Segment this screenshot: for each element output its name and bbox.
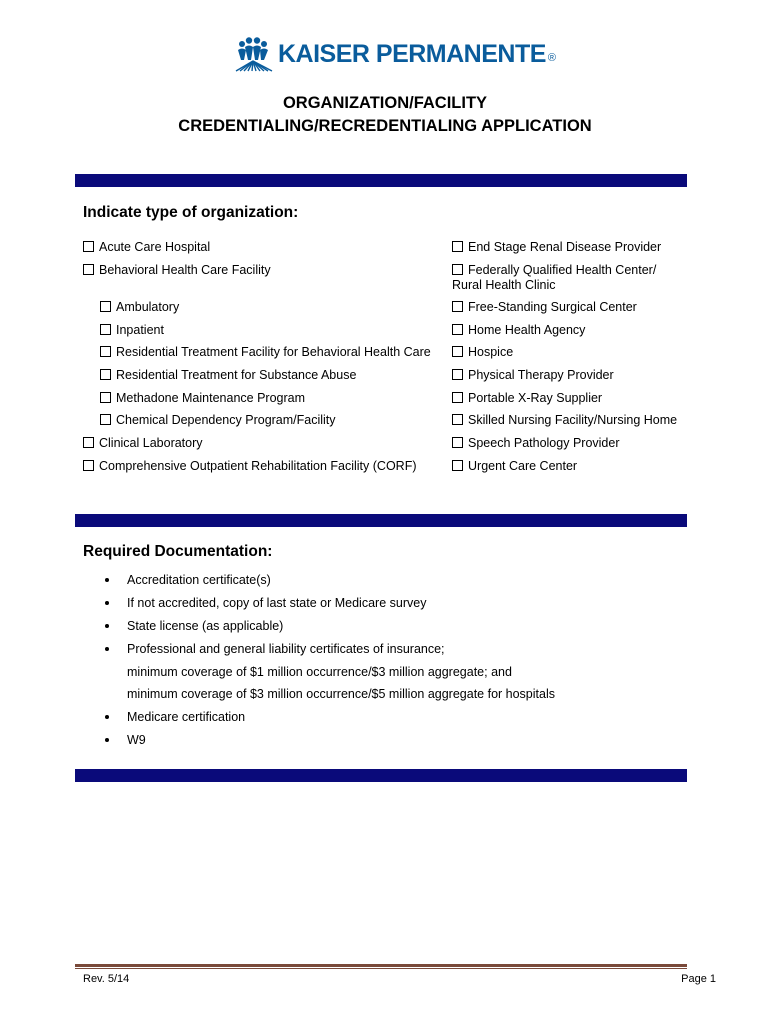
option-corf[interactable]: Comprehensive Outpatient Rehabilitation Facility (CORF) <box>83 458 417 474</box>
checkbox[interactable] <box>452 324 463 335</box>
option-physical-therapy[interactable]: Physical Therapy Provider <box>452 367 614 383</box>
footer-rule <box>75 964 687 967</box>
checkbox[interactable] <box>452 369 463 380</box>
list-item-continuation: minimum coverage of $1 million occurrence/$3 million aggregate; and <box>127 665 512 679</box>
checkbox[interactable] <box>100 301 111 312</box>
list-item: Medicare certification <box>127 709 245 725</box>
checkbox[interactable] <box>83 264 94 275</box>
option-residential-substance[interactable]: Residential Treatment for Substance Abuse <box>100 367 356 383</box>
option-xray[interactable]: Portable X-Ray Supplier <box>452 390 602 406</box>
list-item-continuation: minimum coverage of $3 million occurrence/$5 million aggregate for hospitals <box>127 687 555 701</box>
option-urgent-care[interactable]: Urgent Care Center <box>452 458 577 474</box>
option-clinical-laboratory[interactable]: Clinical Laboratory <box>83 435 203 451</box>
page-number: Page 1 <box>681 973 716 985</box>
option-methadone[interactable]: Methadone Maintenance Program <box>100 390 305 406</box>
checkbox[interactable] <box>452 392 463 403</box>
checkbox[interactable] <box>452 460 463 471</box>
option-esrd[interactable]: End Stage Renal Disease Provider <box>452 239 661 255</box>
option-inpatient[interactable]: Inpatient <box>100 322 164 338</box>
checkbox[interactable] <box>100 392 111 403</box>
section-divider-bar <box>75 174 687 187</box>
option-fqhc-line2: Rural Health Clinic <box>452 278 556 292</box>
list-item: Accreditation certificate(s) <box>127 572 271 588</box>
checkbox[interactable] <box>452 414 463 425</box>
checkbox[interactable] <box>100 369 111 380</box>
list-item: If not accredited, copy of last state or Medicare survey <box>127 595 426 611</box>
option-ambulatory[interactable]: Ambulatory <box>100 299 179 315</box>
list-item: W9 <box>127 732 146 748</box>
footer-rule-thin <box>75 968 687 969</box>
kp-people-icon <box>234 36 274 72</box>
option-acute-care-hospital[interactable]: Acute Care Hospital <box>83 239 210 255</box>
option-hospice[interactable]: Hospice <box>452 344 513 360</box>
required-docs-heading: Required Documentation: <box>83 543 273 560</box>
org-type-heading: Indicate type of organization: <box>83 204 299 221</box>
title-line-1: ORGANIZATION/FACILITY <box>282 94 488 112</box>
bullet <box>105 624 109 628</box>
checkbox[interactable] <box>452 437 463 448</box>
option-behavioral-health[interactable]: Behavioral Health Care Facility <box>83 262 271 278</box>
revision-label: Rev. 5/14 <box>83 973 130 985</box>
title-line-2: CREDENTIALING/RECREDENTIALING APPLICATION <box>178 117 592 135</box>
bullet <box>105 647 109 651</box>
option-residential-behavioral[interactable]: Residential Treatment Facility for Behavioral Health Care <box>100 344 431 360</box>
bullet <box>105 601 109 605</box>
checkbox[interactable] <box>452 301 463 312</box>
document-title <box>0 92 770 138</box>
checkbox[interactable] <box>100 414 111 425</box>
checkbox[interactable] <box>83 460 94 471</box>
checkbox[interactable] <box>100 346 111 357</box>
checkbox[interactable] <box>452 264 463 275</box>
kaiser-permanente-logo <box>234 34 556 74</box>
option-chemical-dependency[interactable]: Chemical Dependency Program/Facility <box>100 412 336 428</box>
registered-mark: ® <box>547 52 557 64</box>
bullet <box>105 578 109 582</box>
section-divider-bar <box>75 769 687 782</box>
bullet <box>105 715 109 719</box>
checkbox[interactable] <box>83 241 94 252</box>
checkbox[interactable] <box>100 324 111 335</box>
option-fqhc[interactable]: Federally Qualified Health Center/ <box>452 262 656 278</box>
checkbox[interactable] <box>452 241 463 252</box>
section-divider-bar <box>75 514 687 527</box>
option-speech-pathology[interactable]: Speech Pathology Provider <box>452 435 619 451</box>
list-item: Professional and general liability certificates of insurance; <box>127 641 445 657</box>
option-home-health[interactable]: Home Health Agency <box>452 322 585 338</box>
option-surgical-center[interactable]: Free-Standing Surgical Center <box>452 299 637 315</box>
bullet <box>105 738 109 742</box>
option-skilled-nursing[interactable]: Skilled Nursing Facility/Nursing Home <box>452 412 677 428</box>
list-item: State license (as applicable) <box>127 618 283 634</box>
checkbox[interactable] <box>452 346 463 357</box>
logo-text: KAISER PERMANENTE <box>278 39 546 68</box>
checkbox[interactable] <box>83 437 94 448</box>
